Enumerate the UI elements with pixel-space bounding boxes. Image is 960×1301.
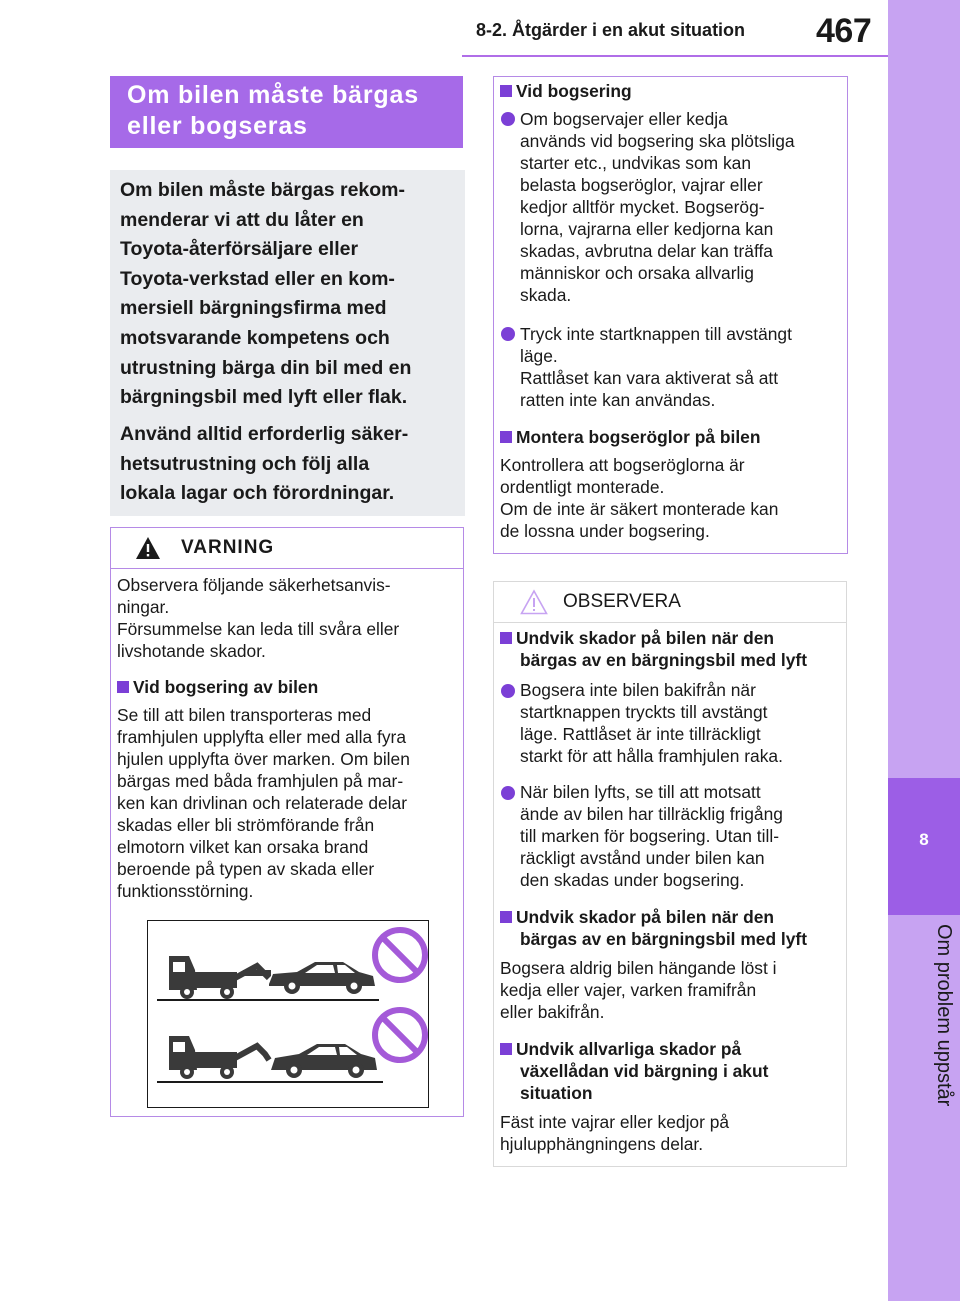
subhead-text: växellådan vid bärgning i akut xyxy=(520,1061,769,1081)
chapter-tab xyxy=(888,778,960,915)
text-line: starkt för att hålla framhjulen raka. xyxy=(520,746,783,766)
text-line: skadas, avbrutna delar kan träffa xyxy=(520,241,773,261)
notice-body xyxy=(500,1111,845,1155)
warning-subhead xyxy=(500,426,760,448)
text-line: ordentligt monterade. xyxy=(500,477,665,497)
notice-subhead xyxy=(500,1038,840,1104)
text-line: Tryck inte startknappen till avstängt xyxy=(520,324,792,344)
text-line: elmotorn vilket kan orsaka brand xyxy=(117,837,369,857)
text-line: ände av bilen har tillräcklig frigång xyxy=(520,804,783,824)
subhead-text: Vid bogsering xyxy=(516,81,632,101)
text-line: skadas eller bli strömförande från xyxy=(117,815,375,835)
warning-box-header xyxy=(111,528,463,569)
bullet-text xyxy=(520,781,845,891)
intro-line: lokala lagar och förordningar. xyxy=(120,482,395,505)
section-heading-line: Om bilen måste bärgas xyxy=(127,81,419,109)
subhead-text: Undvik skador på bilen när den xyxy=(516,907,775,927)
subhead-text: Montera bogseröglor på bilen xyxy=(516,427,761,447)
text-line: Bogsera inte bilen bakifrån när xyxy=(520,680,756,700)
warning-body xyxy=(500,454,845,542)
text-line: kedjor alltför mycket. Bogserög- xyxy=(520,197,765,217)
intro-paragraph xyxy=(120,420,455,509)
towing-illustration xyxy=(147,920,429,1108)
text-line: beroende på typen av skada eller xyxy=(117,859,375,879)
round-bullet-icon xyxy=(501,327,515,341)
square-bullet-icon xyxy=(500,85,512,97)
notice-box-header xyxy=(494,582,846,623)
text-line: Bogsera aldrig bilen hängande löst i xyxy=(500,958,777,978)
subhead-text: situation xyxy=(520,1083,593,1103)
warning-title: VARNING xyxy=(181,537,275,558)
bullet-text xyxy=(520,679,845,767)
text-line: hjulen upplyfta över marken. Om bilen xyxy=(117,749,410,769)
intro-line: hetsutrustning och följ alla xyxy=(120,452,370,475)
caution-triangle-icon xyxy=(520,589,548,615)
intro-line: Om bilen måste bärgas rekom- xyxy=(120,179,406,201)
warning-box xyxy=(110,527,464,1117)
notice-body xyxy=(500,957,845,1023)
text-line: läge. Rattlåset är inte tillräckligt xyxy=(520,724,761,744)
text-line: ratten inte kan användas. xyxy=(520,390,716,410)
round-bullet-icon xyxy=(501,112,515,126)
intro-line: mersiell bärgningsfirma med xyxy=(120,297,387,320)
text-line: Se till att bilen transporteras med xyxy=(117,705,372,725)
text-line: till marken för bogsering. Utan till- xyxy=(520,826,780,846)
round-bullet-icon xyxy=(501,684,515,698)
intro-line: utrustning bärga din bil med en xyxy=(120,356,412,379)
round-bullet-icon xyxy=(501,786,515,800)
subhead-text: Undvik allvarliga skador på xyxy=(516,1039,742,1059)
intro-paragraph xyxy=(120,176,455,413)
section-heading xyxy=(110,76,463,148)
text-line: framhjulen upplyfta eller med alla fyra xyxy=(117,727,407,747)
subhead-text: bärgas av en bärgningsbil med lyft xyxy=(520,929,808,949)
page-number: 467 xyxy=(816,12,872,50)
side-tab-upper xyxy=(888,0,960,778)
warning-subhead xyxy=(500,80,632,102)
header-section-title: 8-2. Åtgärder i en akut situation xyxy=(476,20,746,40)
bullet-text xyxy=(520,323,845,411)
text-line: starter etc., undvikas som kan xyxy=(520,153,752,173)
text-line: människor och orsaka allvarlig xyxy=(520,263,754,283)
text-line: Kontrollera att bogseröglorna är xyxy=(500,455,745,475)
square-bullet-icon xyxy=(500,431,512,443)
text-line: hjulupphängningens delar. xyxy=(500,1134,704,1154)
text-line: kedja eller vajer, varken framifrån xyxy=(500,980,757,1000)
text-line: belasta bogseröglor, vajrar eller xyxy=(520,175,763,195)
intro-line: menderar vi att du låter en xyxy=(120,208,364,231)
text-line: startknappen tryckts till avstängt xyxy=(520,702,768,722)
text-line: bärgas med båda framhjulen på mar- xyxy=(117,771,404,791)
warning-intro xyxy=(117,574,457,662)
notice-title: OBSERVERA xyxy=(563,591,681,612)
header-rule xyxy=(462,55,890,57)
square-bullet-icon xyxy=(500,1043,512,1055)
text-line: räckligt avstånd under bilen kan xyxy=(520,848,765,868)
text-line: skada. xyxy=(520,285,572,305)
text-line: används vid bogsering ska plötsliga xyxy=(520,131,795,151)
notice-subhead xyxy=(500,627,840,671)
text-line: ningar. xyxy=(117,597,170,617)
square-bullet-icon xyxy=(117,681,129,693)
subhead-text: Undvik skador på bilen när den xyxy=(516,628,775,648)
square-bullet-icon xyxy=(500,632,512,644)
intro-line: Toyota-verkstad eller en kom- xyxy=(120,267,395,290)
subhead-text: bärgas av en bärgningsbil med lyft xyxy=(520,650,808,670)
intro-line: motsvarande kompetens och xyxy=(120,326,390,349)
intro-line: bärgningsbil med lyft eller flak. xyxy=(120,386,408,409)
warning-box-continued xyxy=(493,76,848,554)
chapter-number: 8 xyxy=(919,830,929,849)
text-line: de lossna under bogsering. xyxy=(500,521,710,541)
text-line: Försummelse kan leda till svåra eller xyxy=(117,619,400,639)
text-line: Om de inte är säkert monterade kan xyxy=(500,499,779,519)
text-line: den skadas under bogsering. xyxy=(520,870,745,890)
text-line: ken kan drivlinan och relaterade delar xyxy=(117,793,408,813)
text-line: Om bogservajer eller kedja xyxy=(520,109,728,129)
chapter-title: Om problem uppstår xyxy=(933,924,955,1107)
intro-line: Använd alltid erforderlig säker- xyxy=(120,423,409,445)
text-line: funktionsstörning. xyxy=(117,881,254,901)
subhead-text: Vid bogsering av bilen xyxy=(133,677,319,697)
text-line: läge. xyxy=(520,346,558,366)
warning-body xyxy=(117,704,462,902)
text-line: Observera följande säkerhetsanvis- xyxy=(117,575,391,595)
warning-subhead xyxy=(117,676,318,698)
text-line: livshotande skador. xyxy=(117,641,266,661)
intro-line: Toyota-återförsäljare eller xyxy=(120,238,359,261)
bullet-text xyxy=(520,108,845,306)
text-line: Fäst inte vajrar eller kedjor på xyxy=(500,1112,730,1132)
notice-box xyxy=(493,581,847,1167)
text-line: lorna, vajrarna eller kedjorna kan xyxy=(520,219,774,239)
warning-triangle-icon xyxy=(135,536,161,560)
text-line: Rattlåset kan vara aktiverat så att xyxy=(520,368,779,388)
square-bullet-icon xyxy=(500,911,512,923)
section-heading-line: eller bogseras xyxy=(127,112,308,140)
text-line: eller bakifrån. xyxy=(500,1002,605,1022)
intro-box xyxy=(110,170,465,516)
text-line: När bilen lyfts, se till att motsatt xyxy=(520,782,761,802)
notice-subhead xyxy=(500,906,840,950)
